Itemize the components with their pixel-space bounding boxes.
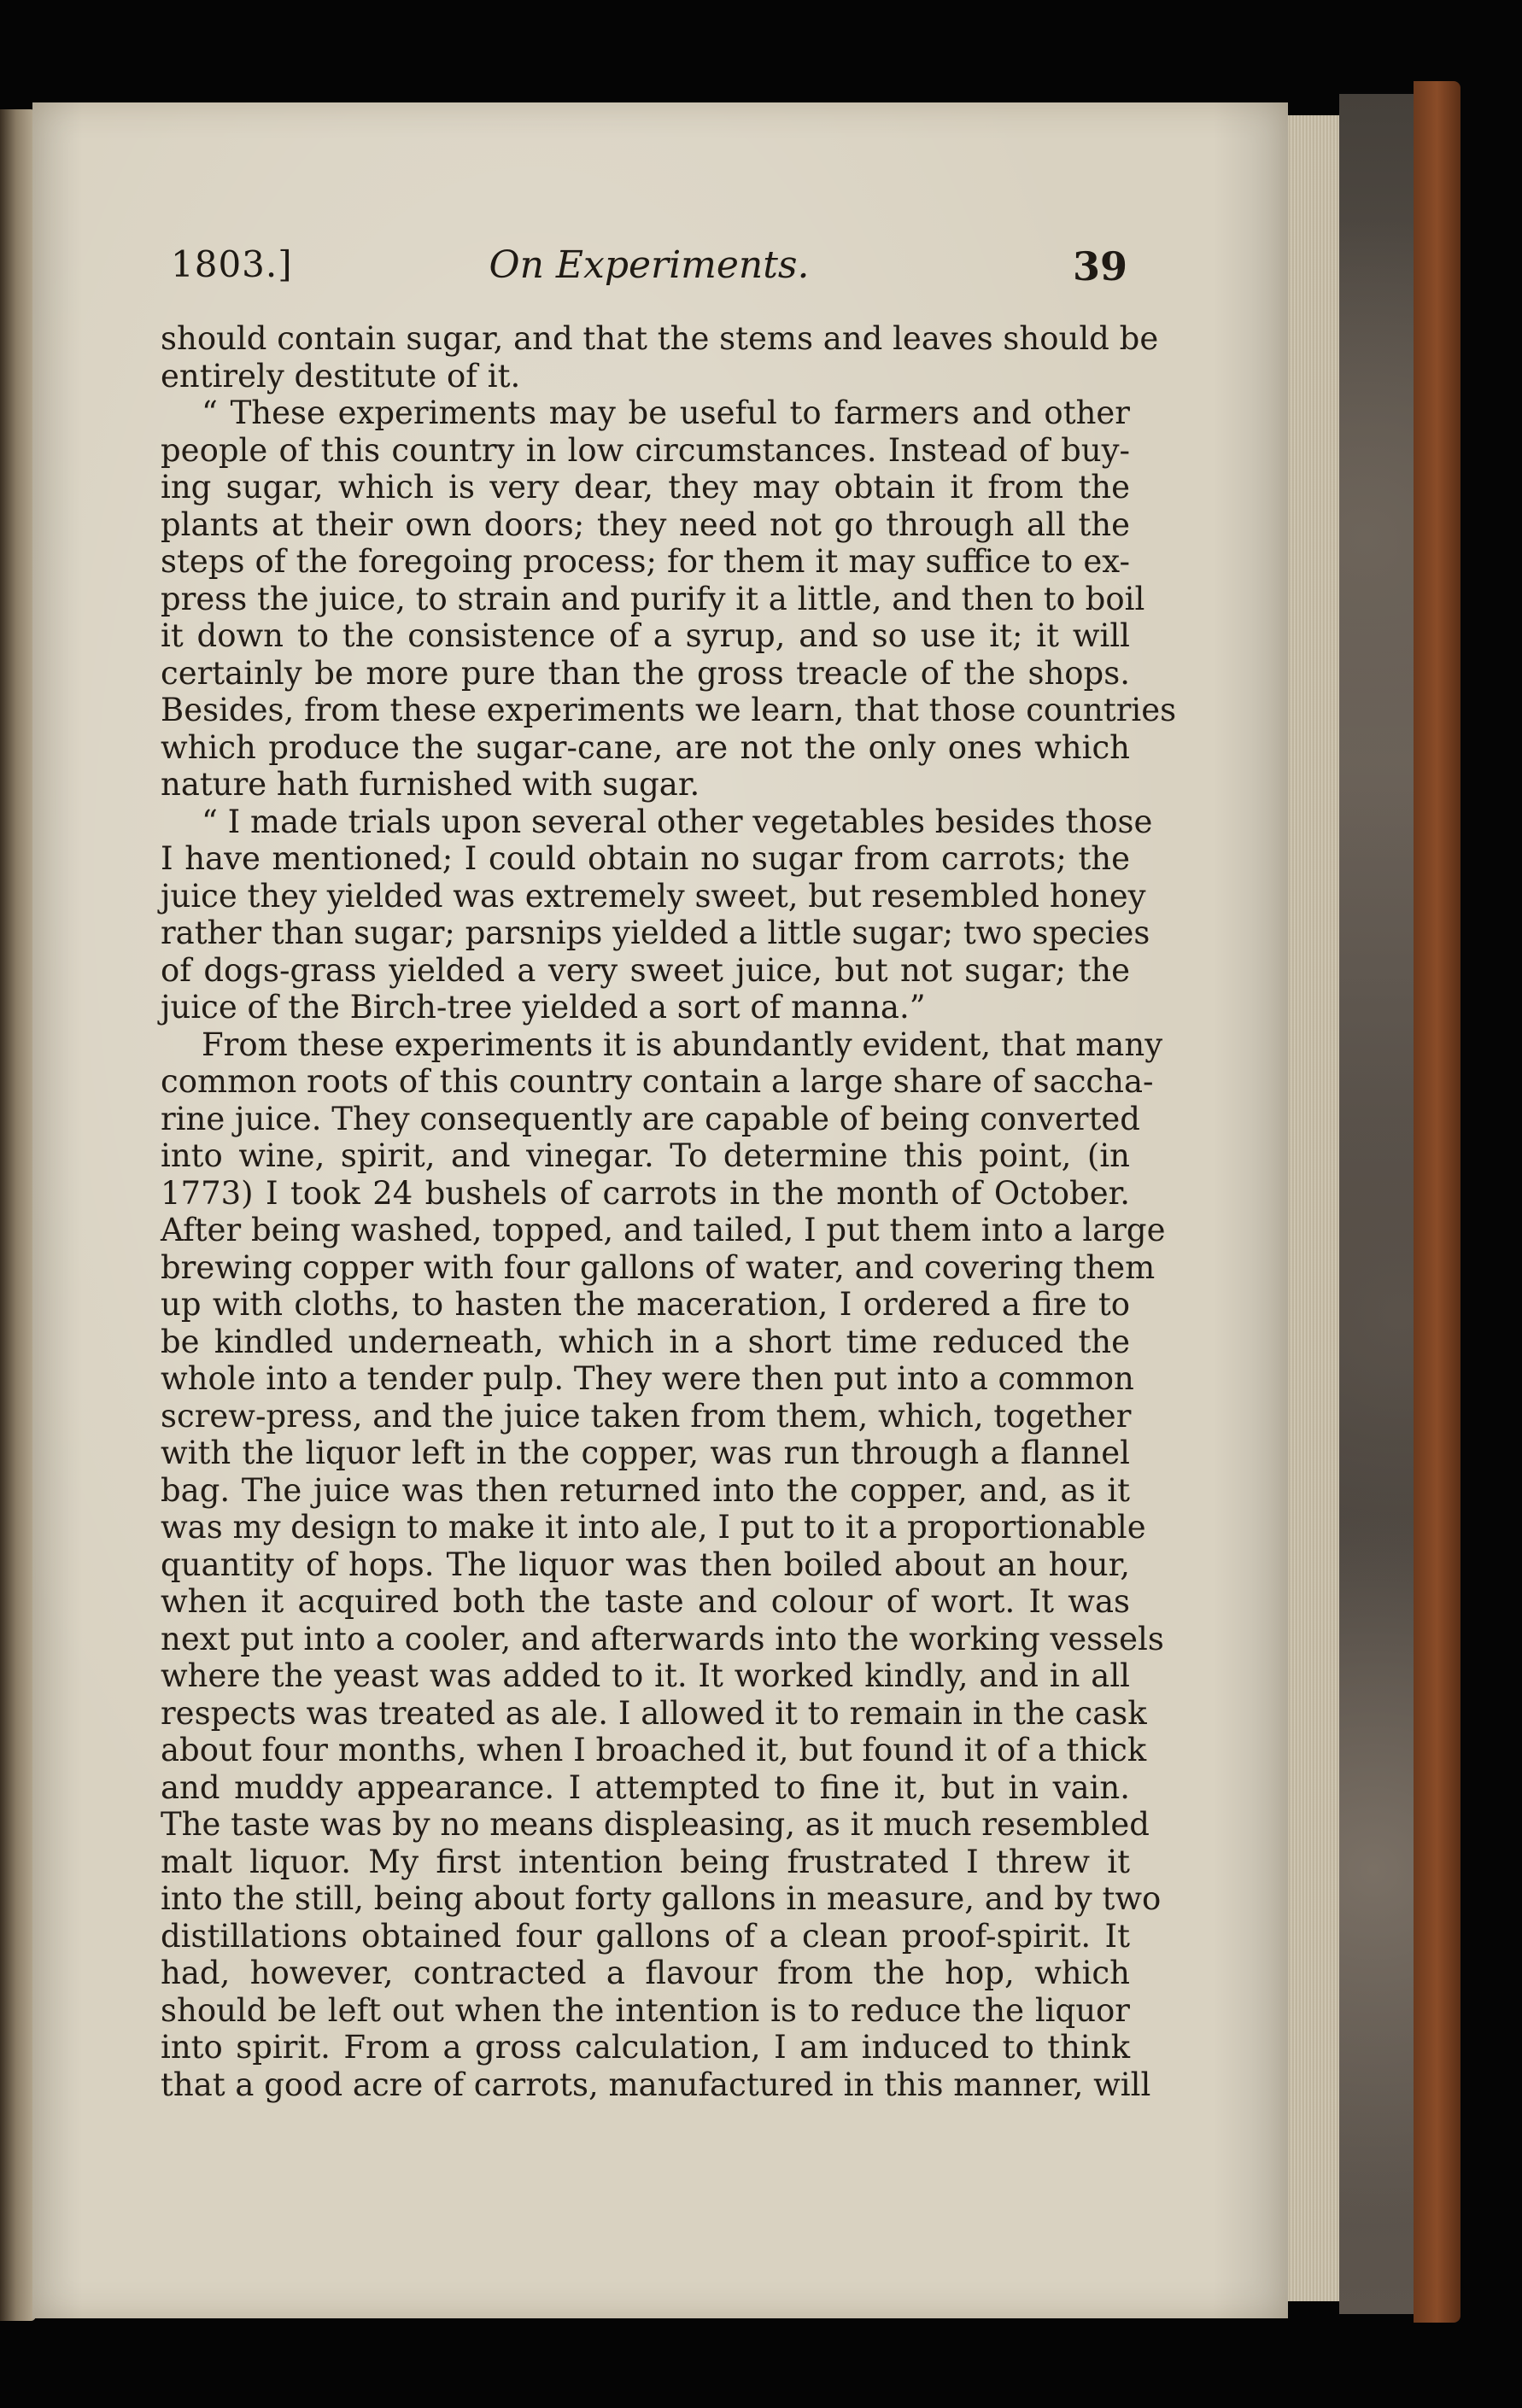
text-line: should contain sugar, and that the stems and leaves should be: [161, 320, 1159, 357]
text-line: juice of the Birch-tree yielded a sort of manna.”: [161, 989, 926, 1026]
leather-spine-edge: [1414, 81, 1461, 2323]
running-head-title: On Experiments.: [489, 243, 810, 287]
text-line: certainly be more pure than the gross treacle of the shops.: [161, 654, 1130, 692]
text-line: and muddy appearance. I attempted to fine it, but in vain.: [161, 1768, 1130, 1806]
left-page-edge: [0, 109, 36, 2321]
text-line: nature hath furnished with sugar.: [161, 766, 700, 803]
text-line: screw-press, and the juice taken from them, which, together: [161, 1397, 1132, 1435]
text-line: From these experiments it is abundantly evident, that many: [202, 1026, 1163, 1063]
text-line: when it acquired both the taste and colour of wort. It was: [161, 1583, 1130, 1620]
text-line: into spirit. From a gross calculation, I am induced to think: [161, 2029, 1130, 2066]
page-block-edges: [1288, 115, 1339, 2301]
text-line: which produce the sugar-cane, are not the only ones which: [161, 728, 1130, 766]
running-head: [171, 243, 1127, 295]
text-line: brewing copper with four gallons of water, and covering them: [161, 1248, 1156, 1286]
text-line: press the juice, to strain and purify it a little, and then to boil: [161, 580, 1145, 617]
text-line: ing sugar, which is very dear, they may obtain it from the: [161, 469, 1130, 506]
text-line: plants at their own doors; they need not go through all the: [161, 506, 1130, 543]
text-line: steps of the foregoing process; for them it may suffice to ex-: [161, 543, 1130, 580]
text-line: “ I made trials upon several other vegetables besides those: [202, 803, 1153, 840]
body-text: [161, 320, 1177, 2103]
text-line: into the still, being about forty gallons in measure, and by two: [161, 1880, 1162, 1917]
text-line: up with cloths, to hasten the maceration, I ordered a fire to: [161, 1286, 1130, 1323]
text-line: of dogs-grass yielded a very sweet juice, but not sugar; the: [161, 951, 1130, 989]
marbled-cover: [1339, 94, 1425, 2314]
text-line: malt liquor. My first intention being frustrated I threw it: [161, 1843, 1130, 1880]
text-line: be kindled underneath, which in a short time reduced the: [161, 1323, 1130, 1360]
page-number: 39: [1072, 243, 1127, 289]
text-line: The taste was by no means displeasing, as it much resembled: [161, 1806, 1150, 1843]
text-line: about four months, when I broached it, but found it of a thick: [161, 1732, 1147, 1768]
text-line: next put into a cooler, and afterwards into the working vessels: [161, 1620, 1164, 1657]
text-line: 1773) I took 24 bushels of carrots in the month of October.: [161, 1174, 1130, 1212]
text-line: respects was treated as ale. I allowed it to remain in the cask: [161, 1694, 1147, 1732]
text-line: rather than sugar; parsnips yielded a little sugar; two species: [161, 915, 1150, 951]
text-line: it down to the consistence of a syrup, and so use it; it will: [161, 617, 1130, 654]
text-line: I have mentioned; I could obtain no sugar from carrots; the: [161, 840, 1130, 877]
text-line: that a good acre of carrots, manufactured in this manner, will: [161, 2066, 1151, 2103]
text-line: distillations obtained four gallons of a clean proof-spirit. It: [161, 1917, 1130, 1955]
text-line: people of this country in low circumstances. Instead of buy-: [161, 431, 1130, 469]
text-line: After being washed, topped, and tailed, I put them into a large: [161, 1212, 1166, 1248]
text-line: should be left out when the intention is to reduce the liquor: [161, 1991, 1130, 2029]
text-line: quantity of hops. The liquor was then boiled about an hour,: [161, 1546, 1130, 1583]
text-line: bag. The juice was then returned into the copper, and, as it: [161, 1471, 1130, 1509]
text-line: into wine, spirit, and vinegar. To determine this point, (in: [161, 1137, 1130, 1174]
text-line: Besides, from these experiments we learn, that those countries: [161, 692, 1177, 728]
text-line: was my design to make it into ale, I put to it a proportionable: [161, 1509, 1146, 1546]
text-line: “ These experiments may be useful to farmers and other: [202, 395, 1130, 431]
text-line: whole into a tender pulp. They were then put into a common: [161, 1360, 1134, 1397]
text-line: common roots of this country contain a large share of saccha-: [161, 1063, 1154, 1100]
running-head-year: 1803.]: [171, 243, 293, 285]
text-line: rine juice. They consequently are capable of being converted: [161, 1100, 1140, 1137]
text-line: where the yeast was added to it. It worked kindly, and in all: [161, 1657, 1130, 1694]
text-line: with the liquor left in the copper, was run through a flannel: [161, 1435, 1130, 1471]
text-line: entirely destitute of it.: [161, 357, 521, 395]
text-line: had, however, contracted a flavour from the hop, which: [161, 1955, 1130, 1991]
text-line: juice they yielded was extremely sweet, but resembled honey: [161, 877, 1146, 915]
